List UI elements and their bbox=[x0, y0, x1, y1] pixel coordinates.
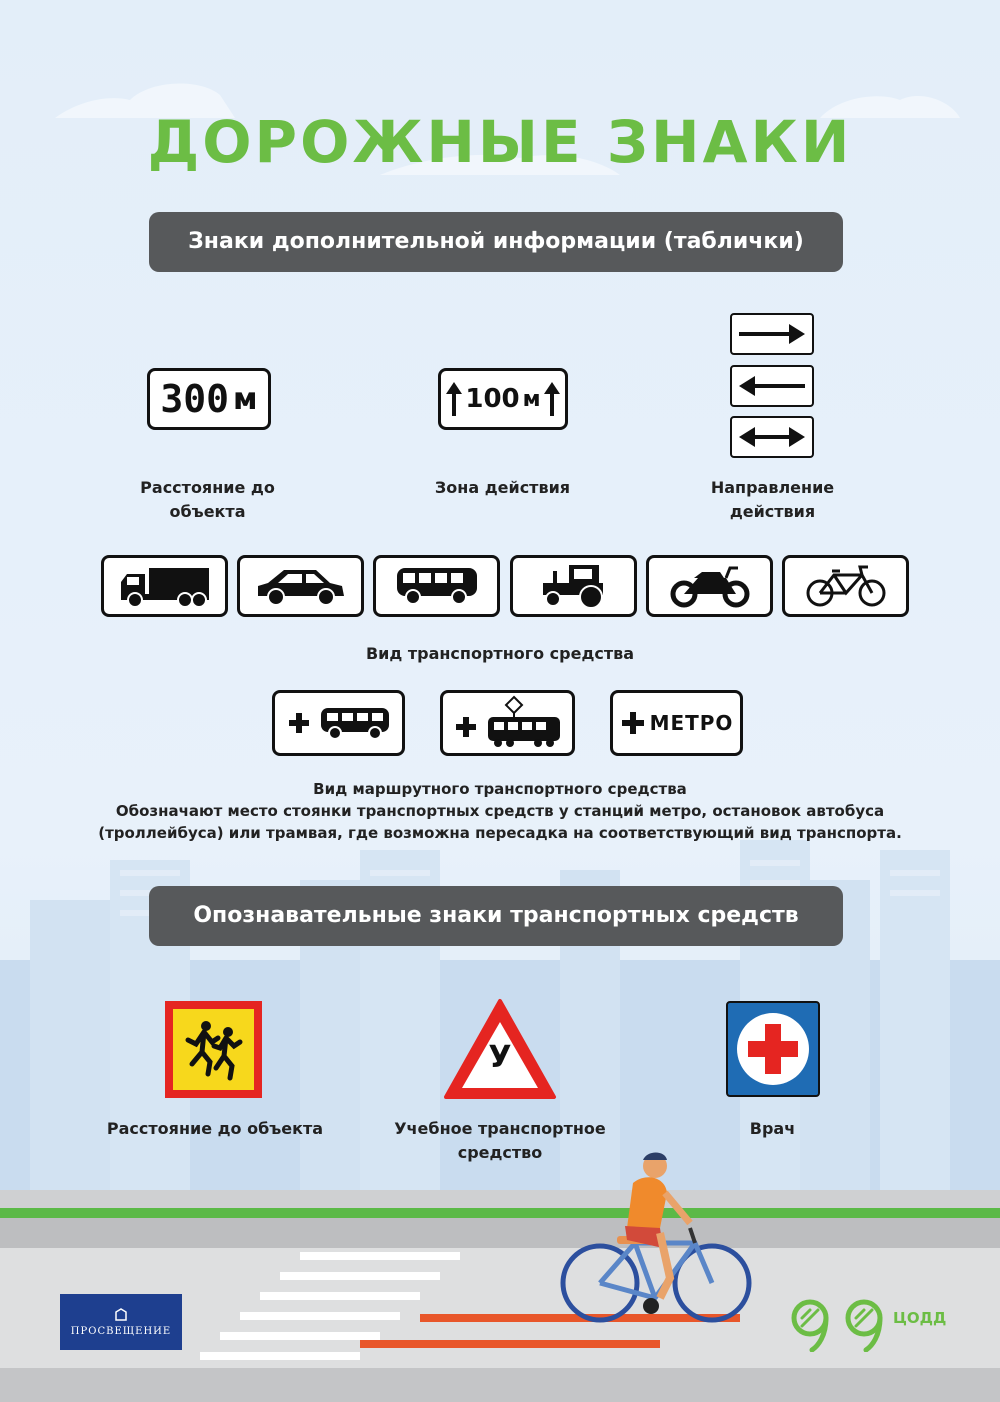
building-icon bbox=[114, 1308, 128, 1322]
arrow-both-icon bbox=[737, 425, 807, 449]
bus-sign bbox=[373, 555, 500, 617]
motorcycle-icon bbox=[668, 564, 752, 608]
caption-vehicle-type: Вид транспортного средства bbox=[365, 644, 635, 663]
caption-direction-line2: действия bbox=[729, 502, 816, 521]
direction-right-sign bbox=[730, 313, 814, 355]
arrow-up-icon bbox=[544, 382, 560, 416]
route-metro-sign bbox=[610, 690, 743, 756]
tractor-sign bbox=[510, 555, 637, 617]
caption-doctor: Врач bbox=[749, 1119, 796, 1138]
zone-sign bbox=[438, 368, 568, 430]
prosveshchenie-logo bbox=[60, 1294, 182, 1350]
metro-sign-text: МЕТРО bbox=[649, 711, 734, 735]
caption-direction-line1: Направление bbox=[710, 478, 835, 497]
page-title: ДОРОЖНЫЕ ЗНАКИ bbox=[147, 108, 853, 176]
route-caption-line3: (троллейбуса) или трамвая, где возможна пересадка на соответствующий вид транспорта. bbox=[98, 824, 902, 842]
plus-tram-icon bbox=[452, 695, 564, 751]
direction-left-sign bbox=[730, 365, 814, 407]
route-bus-sign bbox=[272, 690, 405, 756]
caption-children: Расстояние до объекта bbox=[106, 1119, 324, 1138]
section-heading-identification: Опознавательные знаки транспортных средств bbox=[149, 886, 843, 946]
arrow-left-icon bbox=[737, 374, 807, 398]
doctor-sign bbox=[726, 1001, 820, 1097]
tractor-icon bbox=[539, 563, 609, 609]
training-sign-letter: У bbox=[488, 1040, 512, 1075]
motorcycle-sign bbox=[646, 555, 773, 617]
section-heading-additional-info: Знаки дополнительной информации (таблички) bbox=[149, 212, 843, 272]
caption-training-line2: средство bbox=[457, 1143, 543, 1162]
distance-sign-number: 300 bbox=[160, 377, 230, 421]
zone-sign-unit: м bbox=[522, 386, 541, 412]
truck-icon bbox=[119, 564, 211, 608]
cyclist-illustration bbox=[555, 1148, 755, 1348]
running-children-icon bbox=[182, 1018, 246, 1082]
arrow-right-icon bbox=[737, 322, 807, 346]
truck-sign bbox=[101, 555, 228, 617]
route-caption-title: Вид маршрутного транспортного средства bbox=[313, 780, 687, 798]
arrow-up-icon bbox=[446, 382, 462, 416]
caption-zone: Зона действия bbox=[434, 478, 571, 497]
route-tram-sign bbox=[440, 690, 575, 756]
children-sign bbox=[165, 1001, 262, 1098]
plus-bus-icon bbox=[285, 703, 393, 743]
direction-both-sign bbox=[730, 416, 814, 458]
distance-sign-unit: м bbox=[233, 381, 258, 417]
bicycle-icon bbox=[804, 563, 888, 609]
codd-logo-mark bbox=[788, 1296, 888, 1352]
codd-logo-text: ЦОДД bbox=[893, 1309, 947, 1327]
route-caption-line2: Обозначают место стоянки транспортных средств у станций метро, остановок автобуса bbox=[115, 802, 885, 820]
caption-training-line1: Учебное транспортное bbox=[394, 1119, 606, 1138]
bus-icon bbox=[395, 566, 479, 606]
zone-sign-number: 100 bbox=[465, 384, 520, 414]
distance-sign bbox=[147, 368, 271, 430]
plus-icon bbox=[620, 710, 646, 736]
caption-distance: Расстояние до объекта bbox=[140, 478, 275, 521]
car-icon bbox=[256, 566, 346, 606]
car-sign bbox=[237, 555, 364, 617]
red-cross-icon bbox=[734, 1010, 812, 1088]
prosveshchenie-logo-text: ПРОСВЕЩЕНИЕ bbox=[70, 1325, 172, 1337]
bicycle-sign bbox=[782, 555, 909, 617]
